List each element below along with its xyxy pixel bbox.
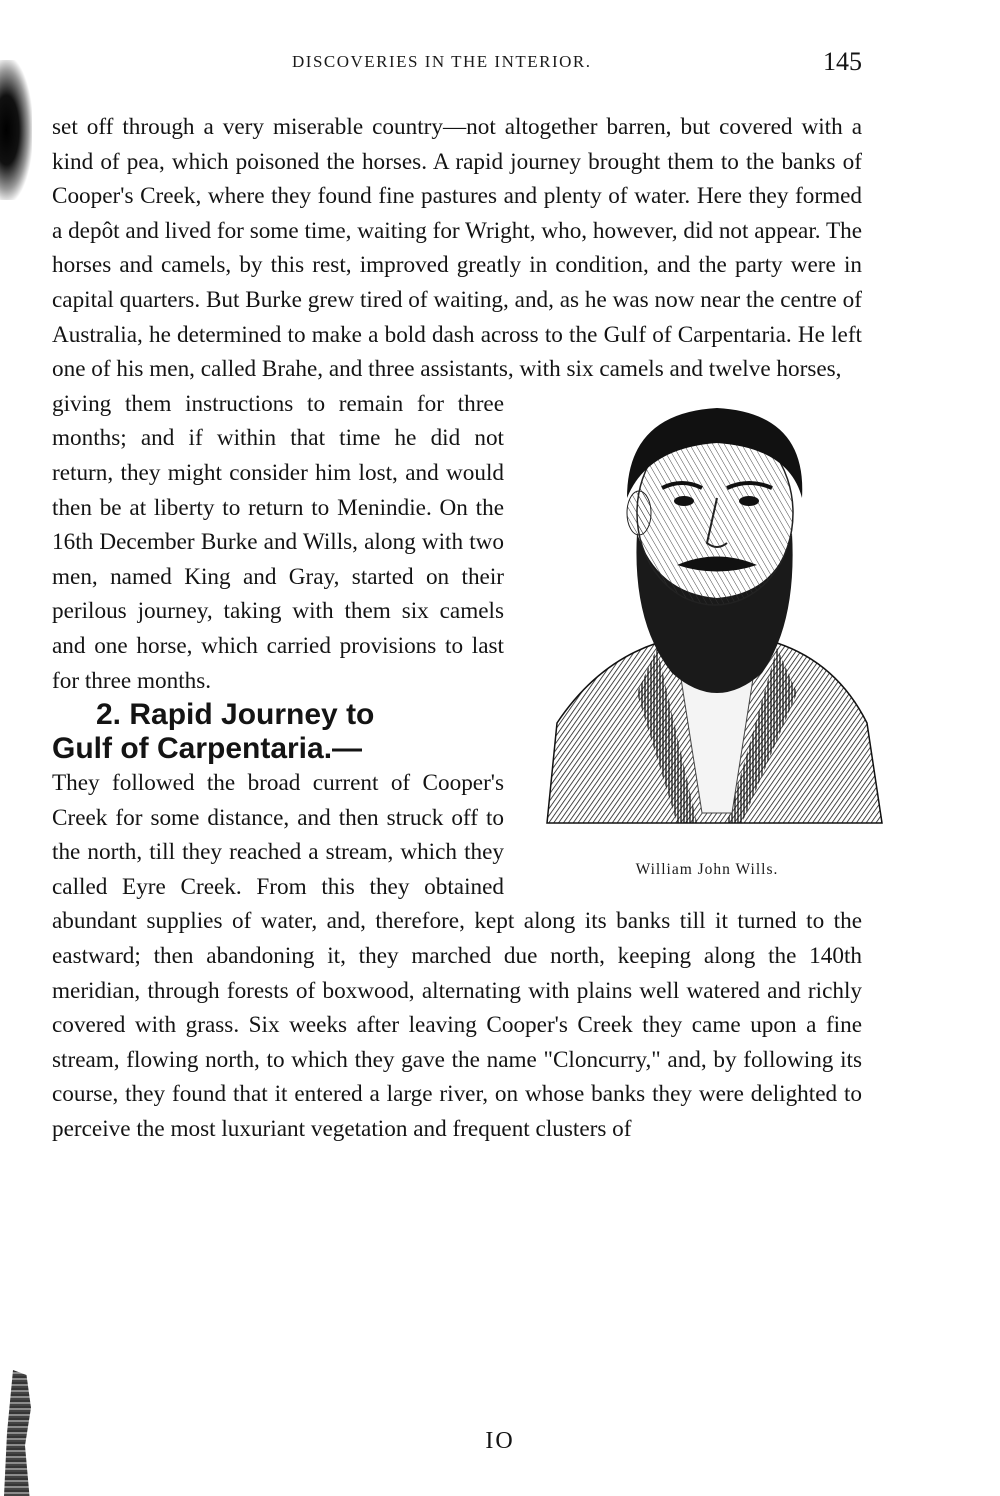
paragraph-1-continued: giving them instructions to remain for three months; and if within that time he did not return, they might consider him lost, and would then be at liberty to return to Menindie. On the 16th December Burke and Wills, along with two men, named King and Gray, started on their perilous journey, taking with them six camels and one horse, which carried provisions to last for three months. <box>52 390 504 694</box>
paragraph-2: They followed the broad current of Cooper's Creek for some distance, and then struck off to the north, till they reached a stream, which they called Eyre Creek. From this they obtained abundant supplies of water, and, therefore, kept along its banks till it turned to the eastward; then abandoning it, they marched due north, keeping along the 140th meridian, through forests of boxwood, alternating with plains well watered and richly covered with grass. Six weeks after leaving Cooper's Creek they came upon a fine stream, flowing north, to which they gave the name "Cloncurry," and, by following its course, they found that it entered a large river, on whose banks they were delighted to perceive the most luxuriant vegetation and frequent clusters of <box>52 770 862 1143</box>
section-heading-line-1: 2. Rapid Journey to <box>96 698 375 732</box>
paragraph-1: set off through a very miserable country—not altogether barren, but covered with a kind of pea, which poisoned the horses. A rapid journey brought them to the banks of Cooper's Creek, where they found fine pastures and plenty of water. Here they formed a depôt and lived for some time, waiting for Wright, who, however, did not appear. The horses and camels, by this rest, improved greatly in condition, and the party were in capital quarters. But Burke grew tired of waiting, and, as he was now near the centre of Australia, he determined to make a bold dash across to the Gulf of Carpentaria. He left one of his men, called Brahe, and three assistants, with six camels and twelve horses, <box>52 114 862 383</box>
scan-shadow-top <box>0 60 32 200</box>
signature-mark: IO <box>485 1428 515 1454</box>
page-number: 145 <box>823 47 862 76</box>
portrait-engraving <box>527 393 887 843</box>
figure-caption: William John Wills. <box>635 860 779 878</box>
section-heading-line-2: Gulf of Carpentaria.— <box>52 732 363 766</box>
page-header <box>52 47 862 80</box>
body-text <box>52 110 862 1147</box>
running-head: DISCOVERIES IN THE INTERIOR. <box>292 52 592 71</box>
portrait-figure <box>512 393 902 888</box>
